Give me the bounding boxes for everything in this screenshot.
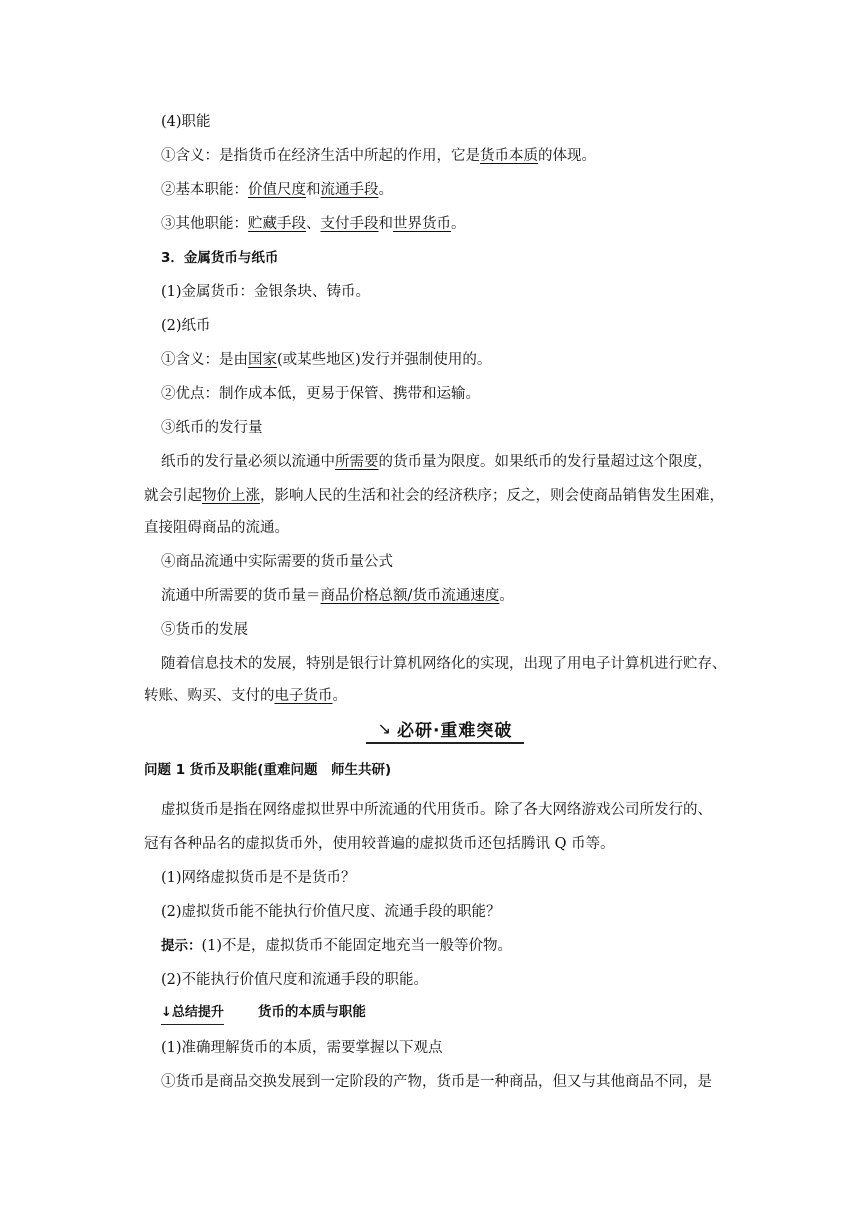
- hint-label: 提示：: [161, 938, 202, 954]
- section-banner: [366, 714, 524, 744]
- banner-title: 必研·重难突破: [396, 720, 513, 741]
- case-paragraph-line: 虚拟货币是指在网络虚拟世界中所流通的代用货币。除了各大网络游戏公司所发行的、: [161, 802, 712, 818]
- development-paragraph-line: 随着信息技术的发展，特别是银行计算机网络化的实现，出现了用电子计算机进行贮存、: [161, 656, 727, 672]
- summary-point-2: ①货币是商品交换发展到一定阶段的产物，货币是一种商品，但又与其他商品不同，是: [161, 1074, 712, 1090]
- arrow-down-right-icon: ↘: [377, 718, 391, 738]
- functions-meaning: ①含义：是指货币在经济生活中所起的作用，它是货币本质的体现。: [161, 148, 596, 164]
- issue-paragraph-line: 就会引起物价上涨，影响人民的生活和社会的经济秩序；反之，则会使商品销售发生困难，: [144, 488, 724, 504]
- hint-2: (2)不能执行价值尺度和流通手段的职能。: [161, 972, 429, 988]
- question-2: (2)虚拟货币能不能执行价值尺度、流通手段的职能？: [161, 904, 501, 920]
- summary-heading: [0, 1002, 860, 1025]
- case-paragraph-line: 冠有各种品名的虚拟货币外，使用较普遍的虚拟货币还包括腾讯 Q 币等。: [144, 836, 615, 852]
- summary-title: 货币的本质与职能: [257, 1004, 366, 1020]
- problem-1-title: 问题 1 货币及职能(重难问题 师生共研): [144, 762, 392, 778]
- development-paragraph-line: 转账、购买、支付的电子货币。: [144, 688, 347, 704]
- section-3-heading: 3．金属货币与纸币: [161, 250, 279, 266]
- summary-tag: ↓总结提升: [161, 1003, 224, 1025]
- hint-1: 提示：(1)不是，虚拟货币不能固定地充当一般等价物。: [161, 938, 513, 954]
- formula-heading: ④商品流通中实际需要的货币量公式: [161, 554, 393, 570]
- formula: 流通中所需要的货币量＝商品价格总额/货币流通速度。: [161, 588, 514, 604]
- paper-currency-meaning: ①含义：是由国家(或某些地区)发行并强制使用的。: [161, 352, 492, 368]
- issue-heading: ③纸币的发行量: [161, 420, 263, 436]
- metal-currency: (1)金属货币：金银条块、铸币。: [161, 284, 371, 300]
- arrow-down-icon: ↓: [161, 1005, 172, 1020]
- summary-point-1: (1)准确理解货币的本质，需要掌握以下观点: [161, 1040, 443, 1056]
- issue-paragraph-line: 直接阻碍商品的流通。: [144, 520, 289, 536]
- other-functions: ③其他职能：贮藏手段、支付手段和世界货币。: [161, 216, 466, 232]
- paper-currency-heading: (2)纸币: [161, 318, 211, 334]
- issue-paragraph-line: 纸币的发行量必须以流通中所需要的货币量为限度。如果纸币的发行量超过这个限度，: [161, 454, 712, 470]
- basic-functions: ②基本职能：价值尺度和流通手段。: [161, 182, 393, 198]
- functions-heading: (4)职能: [161, 114, 211, 130]
- paper-currency-advantage: ②优点：制作成本低，更易于保管、携带和运输。: [161, 386, 480, 402]
- development-heading: ⑤货币的发展: [161, 622, 248, 638]
- question-1: (1)网络虚拟货币是不是货币？: [161, 870, 356, 886]
